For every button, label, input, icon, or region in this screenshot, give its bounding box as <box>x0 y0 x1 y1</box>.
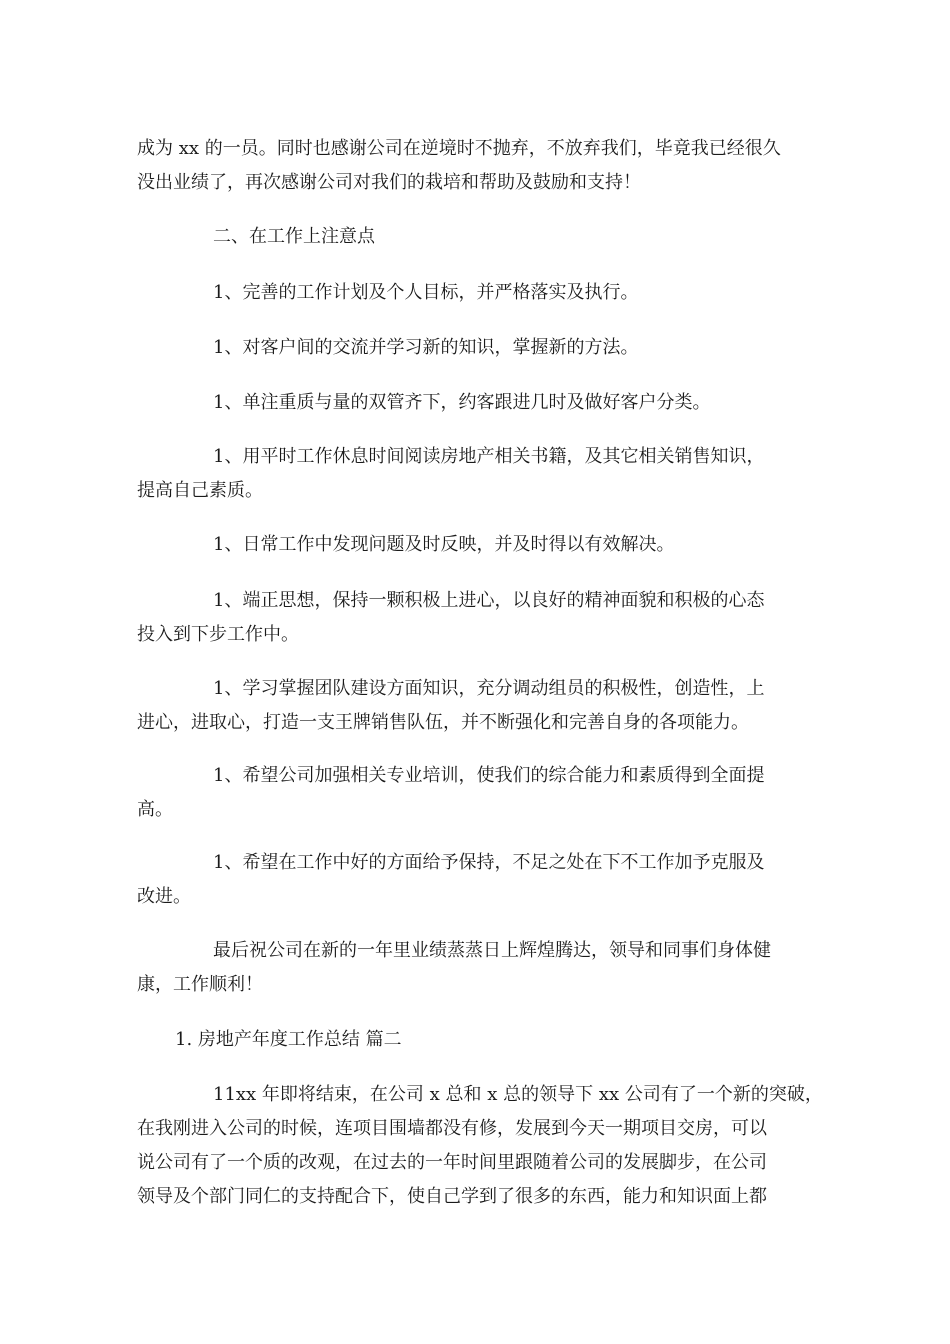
text-line: 进心，进取心，打造一支王牌销售队伍，并不断强化和完善自身的各项能力。 <box>137 712 749 733</box>
text-line: 1. 房地产年度工作总结 篇二 <box>175 1029 402 1050</box>
text-line: 1、对客户间的交流并学习新的知识，掌握新的方法。 <box>213 337 639 358</box>
list-item <box>213 386 893 420</box>
list-item <box>137 672 817 740</box>
text-line: 1、用平时工作休息时间阅读房地产相关书籍，及其它相关销售知识， <box>213 446 765 467</box>
text-line: 最后祝公司在新的一年里业绩蒸蒸日上辉煌腾达，领导和同事们身体健 <box>213 940 771 961</box>
list-item <box>213 276 893 310</box>
closing-paragraph <box>137 934 817 1002</box>
list-item <box>137 584 817 652</box>
text-line: 提高自己素质。 <box>137 480 263 501</box>
text-line: 没出业绩了，再次感谢公司对我们的栽培和帮助及鼓励和支持！ <box>137 172 641 193</box>
text-line: 11xx 年即将结束，在公司 x 总和 x 总的领导下 xx 公司有了一个新的突破， <box>213 1084 823 1105</box>
section-title-part-two <box>175 1023 855 1057</box>
text-line: 1、端正思想，保持一颗积极上进心，以良好的精神面貌和积极的心态 <box>213 590 765 611</box>
list-item <box>137 846 817 914</box>
list-item <box>213 528 893 562</box>
list-item <box>213 331 893 365</box>
text-line: 投入到下步工作中。 <box>137 624 299 645</box>
text-line: 说公司有了一个质的改观，在过去的一年时间里跟随着公司的发展脚步，在公司 <box>137 1152 767 1173</box>
list-item <box>137 440 817 508</box>
text-line: 在我刚进入公司的时候，连项目围墙都没有修，发展到今天一期项目交房，可以 <box>137 1118 767 1139</box>
text-line: 高。 <box>137 799 173 820</box>
text-line: 1、日常工作中发现问题及时反映，并及时得以有效解决。 <box>213 534 675 555</box>
text-line: 领导及个部门同仁的支持配合下，使自己学到了很多的东西，能力和知识面上都 <box>137 1186 767 1207</box>
body-paragraph <box>137 1078 837 1214</box>
paragraph-thanks <box>137 132 817 200</box>
text-line: 1、完善的工作计划及个人目标，并严格落实及执行。 <box>213 282 639 303</box>
text-line: 1、学习掌握团队建设方面知识，充分调动组员的积极性，创造性，上 <box>213 678 765 699</box>
text-line: 康，工作顺利！ <box>137 974 263 995</box>
text-line: 改进。 <box>137 886 191 907</box>
section-heading-attention-points <box>213 220 893 254</box>
text-line: 1、单注重质与量的双管齐下，约客跟进几时及做好客户分类。 <box>213 392 711 413</box>
text-line: 成为 xx 的一员。同时也感谢公司在逆境时不抛弃，不放弃我们，毕竟我已经很久 <box>137 138 781 159</box>
text-line: 1、希望公司加强相关专业培训，使我们的综合能力和素质得到全面提 <box>213 765 765 786</box>
text-line: 二、在工作上注意点 <box>213 226 375 247</box>
list-item <box>137 759 817 827</box>
text-line: 1、希望在工作中好的方面给予保持，不足之处在下不工作加予克服及 <box>213 852 765 873</box>
